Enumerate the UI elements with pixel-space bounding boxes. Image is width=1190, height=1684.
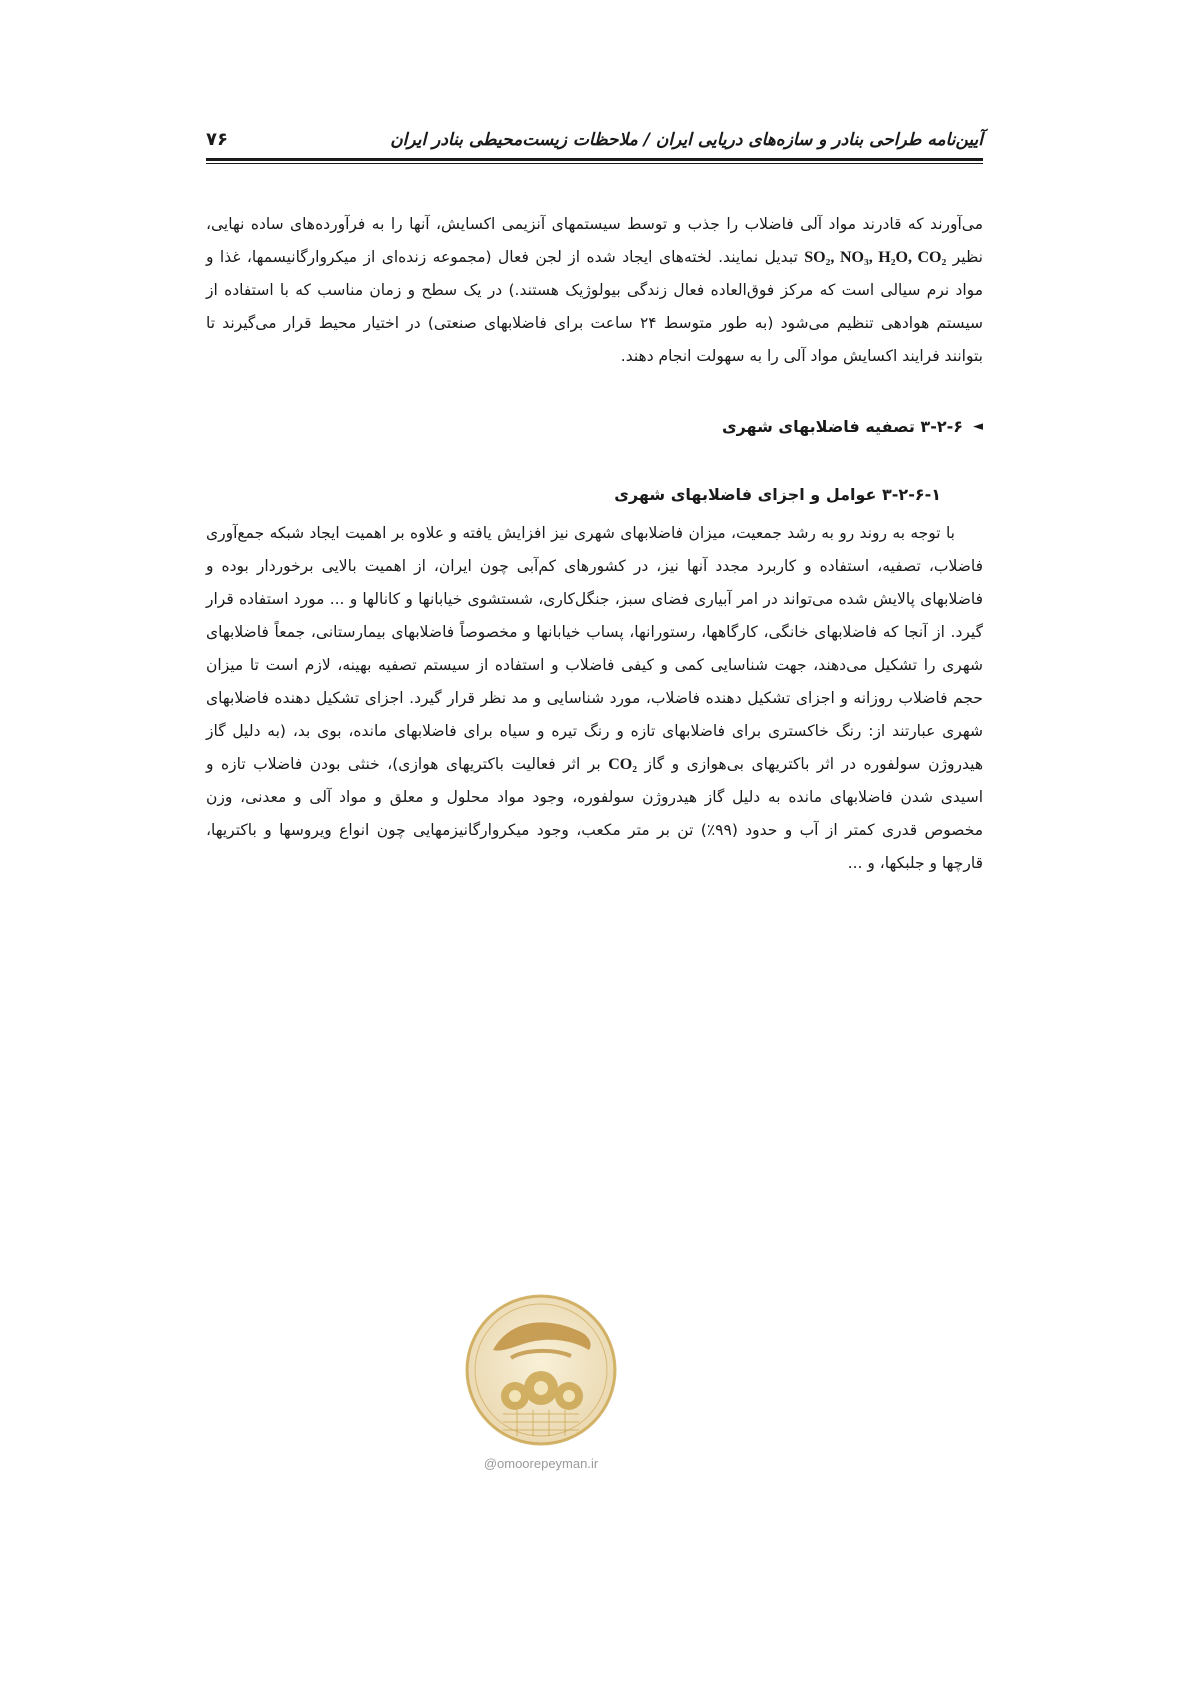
subsection-heading: ۳-۲-۶-۱ عوامل و اجزای فاضلابهای شهری <box>614 485 941 504</box>
bullet-arrow-icon: ◄ <box>973 419 983 434</box>
running-header <box>206 128 983 160</box>
running-header-title: آیین‌نامه طراحی بنادر و سازه‌های دریایی ایران / ملاحظات زیست‌محیطی بنادر ایران <box>390 130 983 150</box>
intro-line2-after: تبدیل نمایند. لخته‌های ایجاد شده از لجن فعال (مجموعه زنده‌ای از میکروارگانیسمها، غذا و مواد نرم سیالی است که مرکز فوق‌العاده فعال زندگی بیولوژیک هستند.) در یک سطح و زمان مناسب که با استفاده از سیستم هوادهی تنظیم می‌شود (به طور متوسط ۲۴ ساعت برای فاضلابهای صنعتی) در اختیار محیط قرار می‌گیرند تا بتوانند فرایند اکسایش مواد آلی را به سهولت انجام دهند. <box>206 248 983 365</box>
omoorepeyman-logo <box>463 1292 619 1448</box>
subsection-text-before: با توجه به روند رو به رشد جمعیت، میزان فاضلابهای شهری نیز افزایش یافته و علاوه بر اهمیت ایجاد شبکه جمع‌آوری فاضلاب، تصفیه، استفاده و کاربرد مجدد آنها نیز، در کشورهای کم‌آبی چون ایران، از اهمیت بالایی برخوردار بوده و فاضلابهای پالایش شده می‌تواند در امر آبیاری فضای سبز، جنگل‌کاری، شستشوی خیابانها و کانالها و ... مورد استفاده قرار گیرد. از آنجا که فاضلابهای خانگی، کارگاهها، رستورانها، پساب خیابانها و مخصوصاً فاضلابهای بیمارستانی، جمعاً فاضلابهای شهری را تشکیل می‌دهند، جهت شناسایی کمی و کیفی فاضلاب و استفاده از سیستم تصفیه بهینه، لازم است تا میزان حجم فاضلاب روزانه و اجزای تشکیل دهنده فاضلاب، مورد شناسایی و مد نظر قرار گیرد. اجزای تشکیل دهنده فاضلابهای شهری عبارتند از: رنگ خاکستری برای فاضلابهای تازه و رنگ تیره و سیاه برای فاضلابهای مانده، بوی بد، (به دلیل گاز هیدروژن سولفوره در اثر باکتریهای بی‌هوازی و گاز <box>206 524 983 773</box>
header-rule <box>206 158 983 161</box>
intro-line2-before: فرآورده‌های ساده نهایی، نظیر <box>206 215 983 266</box>
subsection-text-after: بر اثر فعالیت باکتریهای هوازی)، خنثی بودن فاضلاب تازه و اسیدی شدن فاضلابهای مانده به دلیل گاز هیدروژن سولفوره، وجود مواد محلول و معلق و مواد آلی و معدنی، وزن مخصوص قدری کمتر از آب و حدود (۹۹٪) تن بر متر مکعب، وجود میکروارگانیزمهایی چون انواع ویروسها و باکتریها، قارچها و جلبکها، و ... <box>206 755 984 872</box>
section-heading-text: ۳-۲-۶ تصفیه فاضلابهای شهری <box>721 417 963 436</box>
page-body <box>206 208 983 880</box>
co2-formula: CO₂ <box>608 756 637 773</box>
page-number: ۷۶ <box>206 129 228 150</box>
section-heading <box>206 411 983 443</box>
intro-line1: می‌آورند که قادرند مواد آلی فاضلاب را جذب و توسط سیستمهای آنزیمی اکسایش، آنها را به <box>371 215 984 233</box>
header-rule-thin <box>206 163 983 164</box>
subsection-paragraph <box>206 517 983 880</box>
chemical-formulas: SO₂, NO₃, H₂O, CO₂ <box>804 249 947 266</box>
watermark-url: @omoorepeyman.ir <box>483 1456 599 1471</box>
intro-paragraph <box>206 208 983 373</box>
